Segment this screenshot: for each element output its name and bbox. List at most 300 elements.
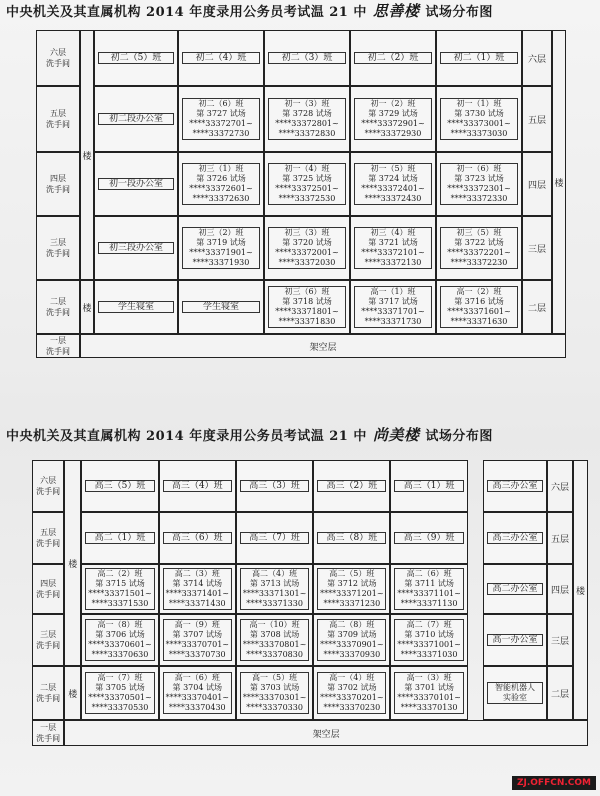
classroom-box [487, 682, 543, 704]
exam-room-number: 第 3724 试场 [368, 174, 418, 183]
exam-room-number: 第 3709 试场 [327, 630, 377, 639]
candidate-id-range: ****33370701~ [165, 640, 229, 649]
candidate-id-range: ****33371501~ [88, 589, 152, 598]
side-floor-label: 五层 [547, 512, 573, 564]
classroom [313, 666, 390, 720]
room-name: 初二（4）班 [195, 53, 247, 63]
room-name: 高三（7）班 [249, 533, 300, 543]
room-name: 初三（4）班 [370, 228, 416, 237]
exam-room-number: 第 3711 试场 [404, 579, 454, 588]
washroom-label: 洗手间 [46, 59, 70, 68]
candidate-id-range: ****33371030 [400, 650, 458, 659]
exam-room-number: 实验室 [502, 693, 527, 702]
classroom [390, 564, 467, 614]
candidate-id-range: ****33370101~ [397, 693, 461, 702]
classroom-box [394, 568, 463, 610]
classroom [350, 30, 436, 86]
side-floor-label: 六层 [522, 30, 552, 86]
candidate-id-range: ****33370830 [246, 650, 303, 659]
classroom-box [394, 532, 463, 544]
exam-room-number: 第 3702 试场 [327, 683, 377, 692]
room-name: 初三（5）班 [456, 228, 502, 237]
side-floor-label: 二层 [547, 666, 573, 720]
exam-room-number: 第 3704 试场 [172, 683, 222, 692]
classroom [94, 86, 178, 152]
exam-room-number: 第 3718 试场 [282, 297, 332, 306]
candidate-id-range: ****33370201~ [320, 693, 384, 702]
floor-label [32, 564, 64, 614]
classroom-box [440, 227, 518, 269]
classroom-box [85, 568, 154, 610]
washroom-label: 洗手间 [36, 539, 61, 548]
candidate-id-range: ****33370330 [246, 703, 303, 712]
candidate-id-range: ****33371601~ [447, 307, 511, 316]
classroom-box [394, 619, 463, 661]
washroom-label: 洗手间 [36, 590, 61, 599]
exam-room-number: 第 3719 试场 [196, 238, 246, 247]
candidate-id-range: ****33370501~ [88, 693, 152, 702]
washroom-label: 洗手间 [36, 641, 61, 650]
candidate-id-range: ****33371630 [450, 317, 508, 326]
classroom [436, 30, 522, 86]
room-name: 初一（2）班 [370, 99, 416, 108]
side-floor-label: 六层 [547, 460, 573, 512]
room-name: 高三（8）班 [326, 533, 378, 543]
side-floor-label: 二层 [522, 280, 552, 334]
candidate-id-range: ****33371101~ [397, 589, 461, 598]
classroom-box [487, 480, 543, 492]
stairwell: 楼 [80, 30, 94, 280]
room-name: 高一（8）班 [97, 620, 143, 629]
room-name: 初一段办公室 [108, 179, 163, 189]
candidate-id-range: ****33372730 [192, 129, 250, 138]
classroom [390, 512, 467, 564]
classroom [350, 280, 436, 334]
washroom-label: 洗手间 [46, 249, 70, 258]
room-name: 初三（2）班 [198, 228, 244, 237]
room-name: 高二（4）班 [252, 569, 298, 578]
classroom [81, 512, 158, 564]
exam-room-number: 第 3713 试场 [249, 579, 300, 588]
classroom-box [317, 619, 386, 661]
washroom-label: 洗手间 [46, 308, 70, 317]
classroom-box [440, 286, 518, 328]
classroom-box [440, 163, 518, 205]
classroom-box [240, 480, 309, 492]
classroom-box [182, 52, 260, 64]
room-name: 高二（2）班 [97, 569, 143, 578]
candidate-id-range: ****33372701~ [189, 119, 253, 128]
room-name: 高二（8）班 [329, 620, 375, 629]
classroom [264, 280, 350, 334]
floor-label [36, 216, 80, 280]
room-name: 高三（4）班 [171, 481, 223, 491]
floor-plan-shangmei [32, 460, 588, 746]
room-name: 高三（5）班 [94, 481, 146, 491]
floor-name: 二层 [50, 297, 66, 306]
classroom [236, 460, 313, 512]
room-name: 高一（4）班 [329, 673, 375, 682]
washroom-label: 洗手间 [46, 185, 70, 194]
side-floor-label: 三层 [547, 614, 573, 666]
candidate-id-range: ****33370530 [91, 703, 149, 712]
classroom [159, 460, 236, 512]
floor-name: 四层 [50, 174, 66, 183]
side-floor-label: 五层 [522, 86, 552, 152]
classroom [350, 152, 436, 216]
classroom [94, 152, 178, 216]
candidate-id-range: ****33371401~ [165, 589, 229, 598]
exam-room-number: 第 3706 试场 [95, 630, 145, 639]
classroom-box [240, 672, 309, 714]
candidate-id-range: ****33372401~ [361, 184, 425, 193]
stairwell: 楼 [64, 666, 81, 720]
classroom [178, 86, 264, 152]
candidate-id-range: ****33372330 [450, 194, 508, 203]
room-name: 高三（3）班 [249, 481, 300, 491]
classroom [313, 614, 390, 666]
candidate-id-range: ****33372130 [364, 258, 422, 267]
classroom [390, 614, 467, 666]
classroom-box [85, 619, 154, 661]
candidate-id-range: ****33371930 [192, 258, 250, 267]
exam-room-number: 第 3730 试场 [454, 109, 504, 118]
exam-room-number: 第 3701 试场 [404, 683, 454, 692]
classroom [483, 512, 547, 564]
exam-room-number: 第 3721 试场 [368, 238, 418, 247]
exam-room-number: 第 3728 试场 [282, 109, 332, 118]
classroom-box [487, 634, 543, 646]
spacer [468, 460, 483, 512]
washroom-label: 洗手间 [46, 347, 70, 356]
floor-name: 二层 [40, 683, 57, 692]
title-prefix: 中央机关及其直属机构 2014 年度录用公务员考试温 21 中 [6, 429, 367, 444]
classroom-box [268, 163, 346, 205]
floor-name: 三层 [40, 630, 57, 639]
candidate-id-range: ****33371230 [323, 599, 381, 608]
classroom-box [317, 532, 386, 544]
classroom [81, 460, 158, 512]
exam-room-number: 第 3703 试场 [249, 683, 300, 692]
classroom [159, 666, 236, 720]
classroom-box [163, 568, 232, 610]
classroom-box [317, 672, 386, 714]
classroom-box [394, 480, 463, 492]
classroom-box [98, 52, 174, 64]
floor-name: 六层 [40, 476, 57, 485]
side-floor-label: 三层 [522, 216, 552, 280]
candidate-id-range: ****33372430 [364, 194, 422, 203]
classroom-box [487, 583, 543, 595]
candidate-id-range: ****33372301~ [447, 184, 511, 193]
candidate-id-range: ****33370630 [91, 650, 149, 659]
candidate-id-range: ****33370230 [323, 703, 381, 712]
stairwell-right: 楼 [552, 30, 566, 334]
room-name: 高二（1）班 [94, 533, 146, 543]
classroom-box [98, 178, 174, 190]
classroom-box [268, 52, 346, 64]
washroom-label: 洗手间 [36, 734, 61, 743]
candidate-id-range: ****33370801~ [242, 640, 307, 649]
classroom-box [354, 52, 432, 64]
candidate-id-range: ****33370730 [168, 650, 226, 659]
exam-room-number: 第 3726 试场 [196, 174, 246, 183]
exam-room-number: 第 3710 试场 [404, 630, 454, 639]
classroom-box [163, 480, 232, 492]
spacer [468, 512, 483, 564]
candidate-id-range: ****33372230 [450, 258, 508, 267]
room-name: 初三（3）班 [284, 228, 330, 237]
classroom [436, 216, 522, 280]
classroom-box [354, 227, 432, 269]
floor-plan-sisheng [36, 30, 566, 358]
classroom-box [182, 227, 260, 269]
classroom [94, 216, 178, 280]
floor-label [32, 666, 64, 720]
exam-room-number: 第 3715 试场 [95, 579, 145, 588]
room-name: 初二（1）班 [453, 53, 505, 63]
candidate-id-range: ****33371801~ [275, 307, 339, 316]
candidate-id-range: ****33370930 [323, 650, 381, 659]
candidate-id-range: ****33370401~ [165, 693, 229, 702]
classroom-box [354, 286, 432, 328]
classroom [159, 614, 236, 666]
side-floor-label: 四层 [547, 564, 573, 614]
candidate-id-range: ****33372630 [192, 194, 250, 203]
classroom-box [163, 672, 232, 714]
classroom [313, 564, 390, 614]
room-name: 高一（10）班 [249, 620, 300, 629]
classroom [483, 564, 547, 614]
spacer [468, 614, 483, 666]
classroom [350, 86, 436, 152]
classroom [264, 152, 350, 216]
candidate-id-range: ****33372530 [278, 194, 336, 203]
room-name: 初一（4）班 [284, 164, 330, 173]
spacer [468, 666, 483, 720]
exam-room-number: 第 3720 试场 [282, 238, 332, 247]
room-name: 初二（5）班 [110, 53, 162, 63]
candidate-id-range: ****33373001~ [447, 119, 511, 128]
spacer [468, 564, 483, 614]
candidate-id-range: ****33371130 [400, 599, 458, 608]
room-name: 高三办公室 [492, 481, 538, 491]
classroom [159, 512, 236, 564]
classroom [178, 216, 264, 280]
room-name: 高一（3）班 [406, 673, 452, 682]
room-name: 初三（6）班 [284, 287, 330, 296]
floor-name: 五层 [50, 109, 66, 118]
classroom-box [440, 52, 518, 64]
classroom-box [182, 163, 260, 205]
classroom [436, 152, 522, 216]
floor-label [32, 460, 64, 512]
exam-room-number: 第 3714 试场 [172, 579, 222, 588]
exam-room-number: 第 3727 试场 [196, 109, 246, 118]
room-name: 高三（1）班 [403, 481, 455, 491]
side-floor-label: 四层 [522, 152, 552, 216]
floor-label [36, 86, 80, 152]
classroom [483, 666, 547, 720]
candidate-id-range: ****33372601~ [189, 184, 253, 193]
classroom [236, 666, 313, 720]
classroom-box [354, 163, 432, 205]
room-name: 学生寝室 [117, 302, 154, 312]
room-name: 高三（9）班 [403, 533, 455, 543]
floor-name: 四层 [40, 579, 57, 588]
room-name: 高三办公室 [492, 533, 538, 543]
classroom-box [317, 568, 386, 610]
candidate-id-range: ****33371730 [364, 317, 422, 326]
floor-name: 五层 [40, 528, 57, 537]
floor-label [32, 512, 64, 564]
title-prefix: 中央机关及其直属机构 2014 年度录用公务员考试温 21 中 [6, 5, 367, 20]
classroom [159, 564, 236, 614]
building-name: 思善楼 [372, 2, 420, 20]
classroom [81, 666, 158, 720]
washroom-label: 洗手间 [36, 694, 61, 703]
classroom [178, 152, 264, 216]
candidate-id-range: ****33371301~ [242, 589, 307, 598]
room-name: 初二（6）班 [198, 99, 244, 108]
classroom-box [487, 532, 543, 544]
floor-name: 一层 [50, 336, 66, 345]
candidate-id-range: ****33370901~ [320, 640, 384, 649]
room-name: 高三（6）班 [171, 533, 223, 543]
classroom [313, 512, 390, 564]
classroom-box [440, 98, 518, 140]
floor-label [36, 152, 80, 216]
classroom [264, 216, 350, 280]
washroom-label: 洗手间 [36, 487, 61, 496]
classroom-box [240, 532, 309, 544]
floor-label [32, 614, 64, 666]
classroom-box [268, 286, 346, 328]
candidate-id-range: ****33372001~ [275, 248, 339, 257]
classroom-box [394, 672, 463, 714]
room-name: 初一（5）班 [370, 164, 416, 173]
candidate-id-range: ****33370130 [400, 703, 458, 712]
classroom-box [354, 98, 432, 140]
classroom-box [85, 480, 154, 492]
classroom-box [98, 242, 174, 254]
classroom [178, 280, 264, 334]
classroom [390, 460, 467, 512]
classroom-box [163, 532, 232, 544]
classroom [81, 614, 158, 666]
candidate-id-range: ****33372801~ [275, 119, 339, 128]
classroom [236, 614, 313, 666]
room-name: 高一（6）班 [174, 673, 220, 682]
candidate-id-range: ****33371001~ [397, 640, 461, 649]
room-name: 高一（9）班 [174, 620, 220, 629]
exam-room-number: 第 3729 试场 [368, 109, 418, 118]
candidate-id-range: ****33372101~ [361, 248, 425, 257]
classroom-box [182, 98, 260, 140]
candidate-id-range: ****33371901~ [189, 248, 253, 257]
classroom [264, 30, 350, 86]
exam-room-number: 第 3716 试场 [454, 297, 504, 306]
candidate-id-range: ****33370301~ [242, 693, 307, 702]
exam-room-number: 第 3725 试场 [282, 174, 332, 183]
classroom [436, 86, 522, 152]
classroom [178, 30, 264, 86]
classroom [483, 614, 547, 666]
room-name: 高一（2）班 [456, 287, 502, 296]
room-name: 高二办公室 [492, 584, 538, 594]
exam-room-number: 第 3722 试场 [454, 238, 504, 247]
candidate-id-range: ****33372901~ [361, 119, 425, 128]
room-name: 高二（3）班 [174, 569, 220, 578]
classroom-box [240, 568, 309, 610]
classroom-box [85, 672, 154, 714]
room-name: 高二（7）班 [406, 620, 452, 629]
classroom [390, 666, 467, 720]
room-name: 初一（3）班 [284, 99, 330, 108]
floor-label [36, 30, 80, 86]
room-name: 初二（2）班 [367, 53, 419, 63]
candidate-id-range: ****33370430 [168, 703, 226, 712]
exam-room-number: 第 3707 试场 [172, 630, 222, 639]
washroom-label: 洗手间 [46, 120, 70, 129]
title-suffix: 试场分布图 [425, 5, 493, 20]
candidate-id-range: ****33370601~ [88, 640, 152, 649]
room-name: 初一（1）班 [456, 99, 502, 108]
room-name: 初三（1）班 [198, 164, 244, 173]
stairwell: 楼 [64, 460, 81, 666]
classroom-box [98, 301, 174, 313]
room-name: 初三段办公室 [108, 243, 163, 253]
classroom-box [268, 98, 346, 140]
room-name: 初一（6）班 [456, 164, 502, 173]
room-name: 高一（7）班 [97, 673, 143, 682]
room-name: 高三（2）班 [326, 481, 378, 491]
candidate-id-range: ****33372930 [364, 129, 422, 138]
floor-label [36, 334, 80, 358]
candidate-id-range: ****33371830 [278, 317, 336, 326]
building-name: 尚美楼 [372, 426, 420, 444]
classroom [436, 280, 522, 334]
exam-room-number: 第 3705 试场 [95, 683, 145, 692]
room-name: 高二（6）班 [406, 569, 452, 578]
stairwell: 楼 [80, 280, 94, 334]
exam-room-number: 第 3708 试场 [249, 630, 300, 639]
classroom [350, 216, 436, 280]
watermark: ZJ.OFFCN.COM [512, 776, 596, 790]
section-title-1 [6, 0, 493, 21]
classroom-box [85, 532, 154, 544]
classroom [94, 280, 178, 334]
candidate-id-range: ****33371330 [246, 599, 303, 608]
candidate-id-range: ****33371430 [168, 599, 226, 608]
classroom [236, 512, 313, 564]
classroom-box [163, 619, 232, 661]
room-name: 学生寝室 [202, 302, 239, 312]
classroom-box [98, 113, 174, 125]
classroom [313, 460, 390, 512]
classroom [483, 460, 547, 512]
classroom-box [268, 227, 346, 269]
candidate-id-range: ****33372501~ [275, 184, 339, 193]
candidate-id-range: ****33372830 [278, 129, 336, 138]
candidate-id-range: ****33372030 [278, 258, 336, 267]
ground-level: 架空层 [64, 720, 588, 746]
room-name: 高一（1）班 [370, 287, 416, 296]
candidate-id-range: ****33371530 [91, 599, 149, 608]
floor-label [36, 280, 80, 334]
room-name: 智能机器人 [494, 683, 535, 692]
candidate-id-range: ****33372201~ [447, 248, 511, 257]
